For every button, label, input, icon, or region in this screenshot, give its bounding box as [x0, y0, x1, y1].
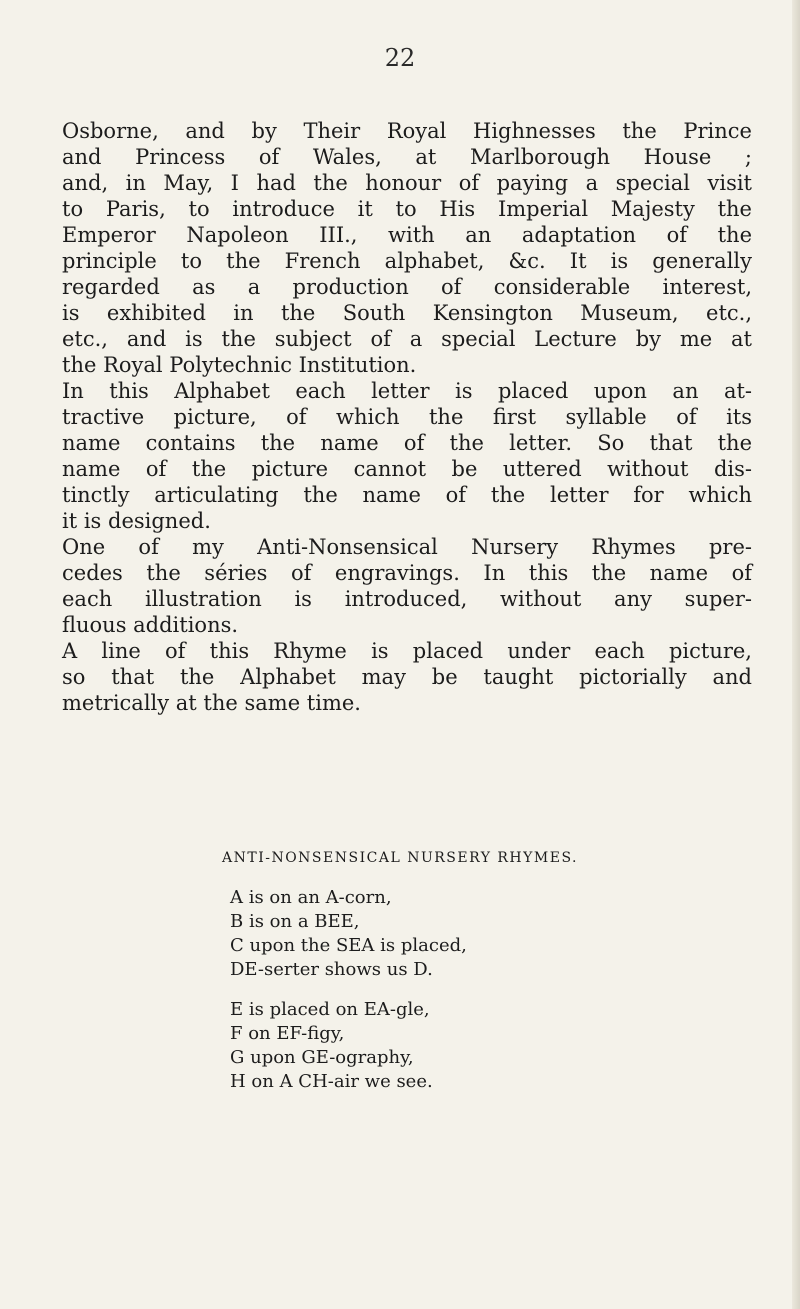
paragraph [62, 378, 752, 534]
text-line: A line of this Rhyme is placed under each picture, [62, 639, 752, 663]
text-line: etc., and is the subject of a special Lecture by me at [62, 327, 752, 351]
rhyme-line: E is placed on EA-gle, [230, 999, 430, 1020]
text-line: metrically at the same time. [62, 691, 361, 715]
page-edge [792, 0, 800, 1309]
text-line: and Princess of Wales, at Marlborough House ; [62, 145, 752, 169]
text-line: cedes the séries of engravings. In this the name of [62, 561, 752, 585]
rhyme-line: DE-serter shows us D. [230, 959, 433, 980]
paragraph [62, 534, 752, 638]
text-line: Osborne, and by Their Royal Highnesses the Prince [62, 119, 752, 143]
text-line: is exhibited in the South Kensington Museum, etc., [62, 301, 752, 325]
section-heading: ANTI-NONSENSICAL NURSERY RHYMES. [222, 850, 578, 866]
text-line: each illustration is introduced, without any super- [62, 587, 752, 611]
text-line: tractive picture, of which the first syllable of its [62, 405, 752, 429]
rhyme-line: B is on a BEE, [230, 911, 360, 932]
rhyme-line: C upon the SEA is placed, [230, 935, 467, 956]
text-line: regarded as a production of considerable interest, [62, 275, 752, 299]
paragraph [62, 118, 752, 378]
text-line: name contains the name of the letter. So that the [62, 431, 752, 455]
page-number: 22 [384, 44, 416, 72]
text-line: it is designed. [62, 509, 211, 533]
text-line: One of my Anti-Nonsensical Nursery Rhymes pre- [62, 535, 752, 559]
rhyme-line: F on EF-figy, [230, 1023, 345, 1044]
rhyme-line: A is on an A-corn, [230, 887, 392, 908]
text-line: name of the picture cannot be uttered without dis- [62, 457, 752, 481]
text-line: fluous additions. [62, 613, 239, 637]
body-text [62, 118, 752, 716]
text-line: the Royal Polytechnic Institution. [62, 353, 417, 377]
rhyme-stanza [230, 886, 650, 982]
rhyme-stanza [230, 998, 650, 1094]
paragraph [62, 638, 752, 716]
nursery-rhyme [230, 886, 650, 1110]
text-line: In this Alphabet each letter is placed upon an at- [62, 379, 752, 403]
rhyme-line: H on A CH-air we see. [230, 1071, 433, 1092]
text-line: so that the Alphabet may be taught pictorially and [62, 665, 752, 689]
text-line: principle to the French alphabet, &c. It is generally [62, 249, 752, 273]
text-line: tinctly articulating the name of the letter for which [62, 483, 752, 507]
text-line: to Paris, to introduce it to His Imperial Majesty the [62, 197, 752, 221]
text-line: Emperor Napoleon III., with an adaptation of the [62, 223, 752, 247]
rhyme-line: G upon GE-ography, [230, 1047, 414, 1068]
text-line: and, in May, I had the honour of paying a special visit [62, 171, 752, 195]
